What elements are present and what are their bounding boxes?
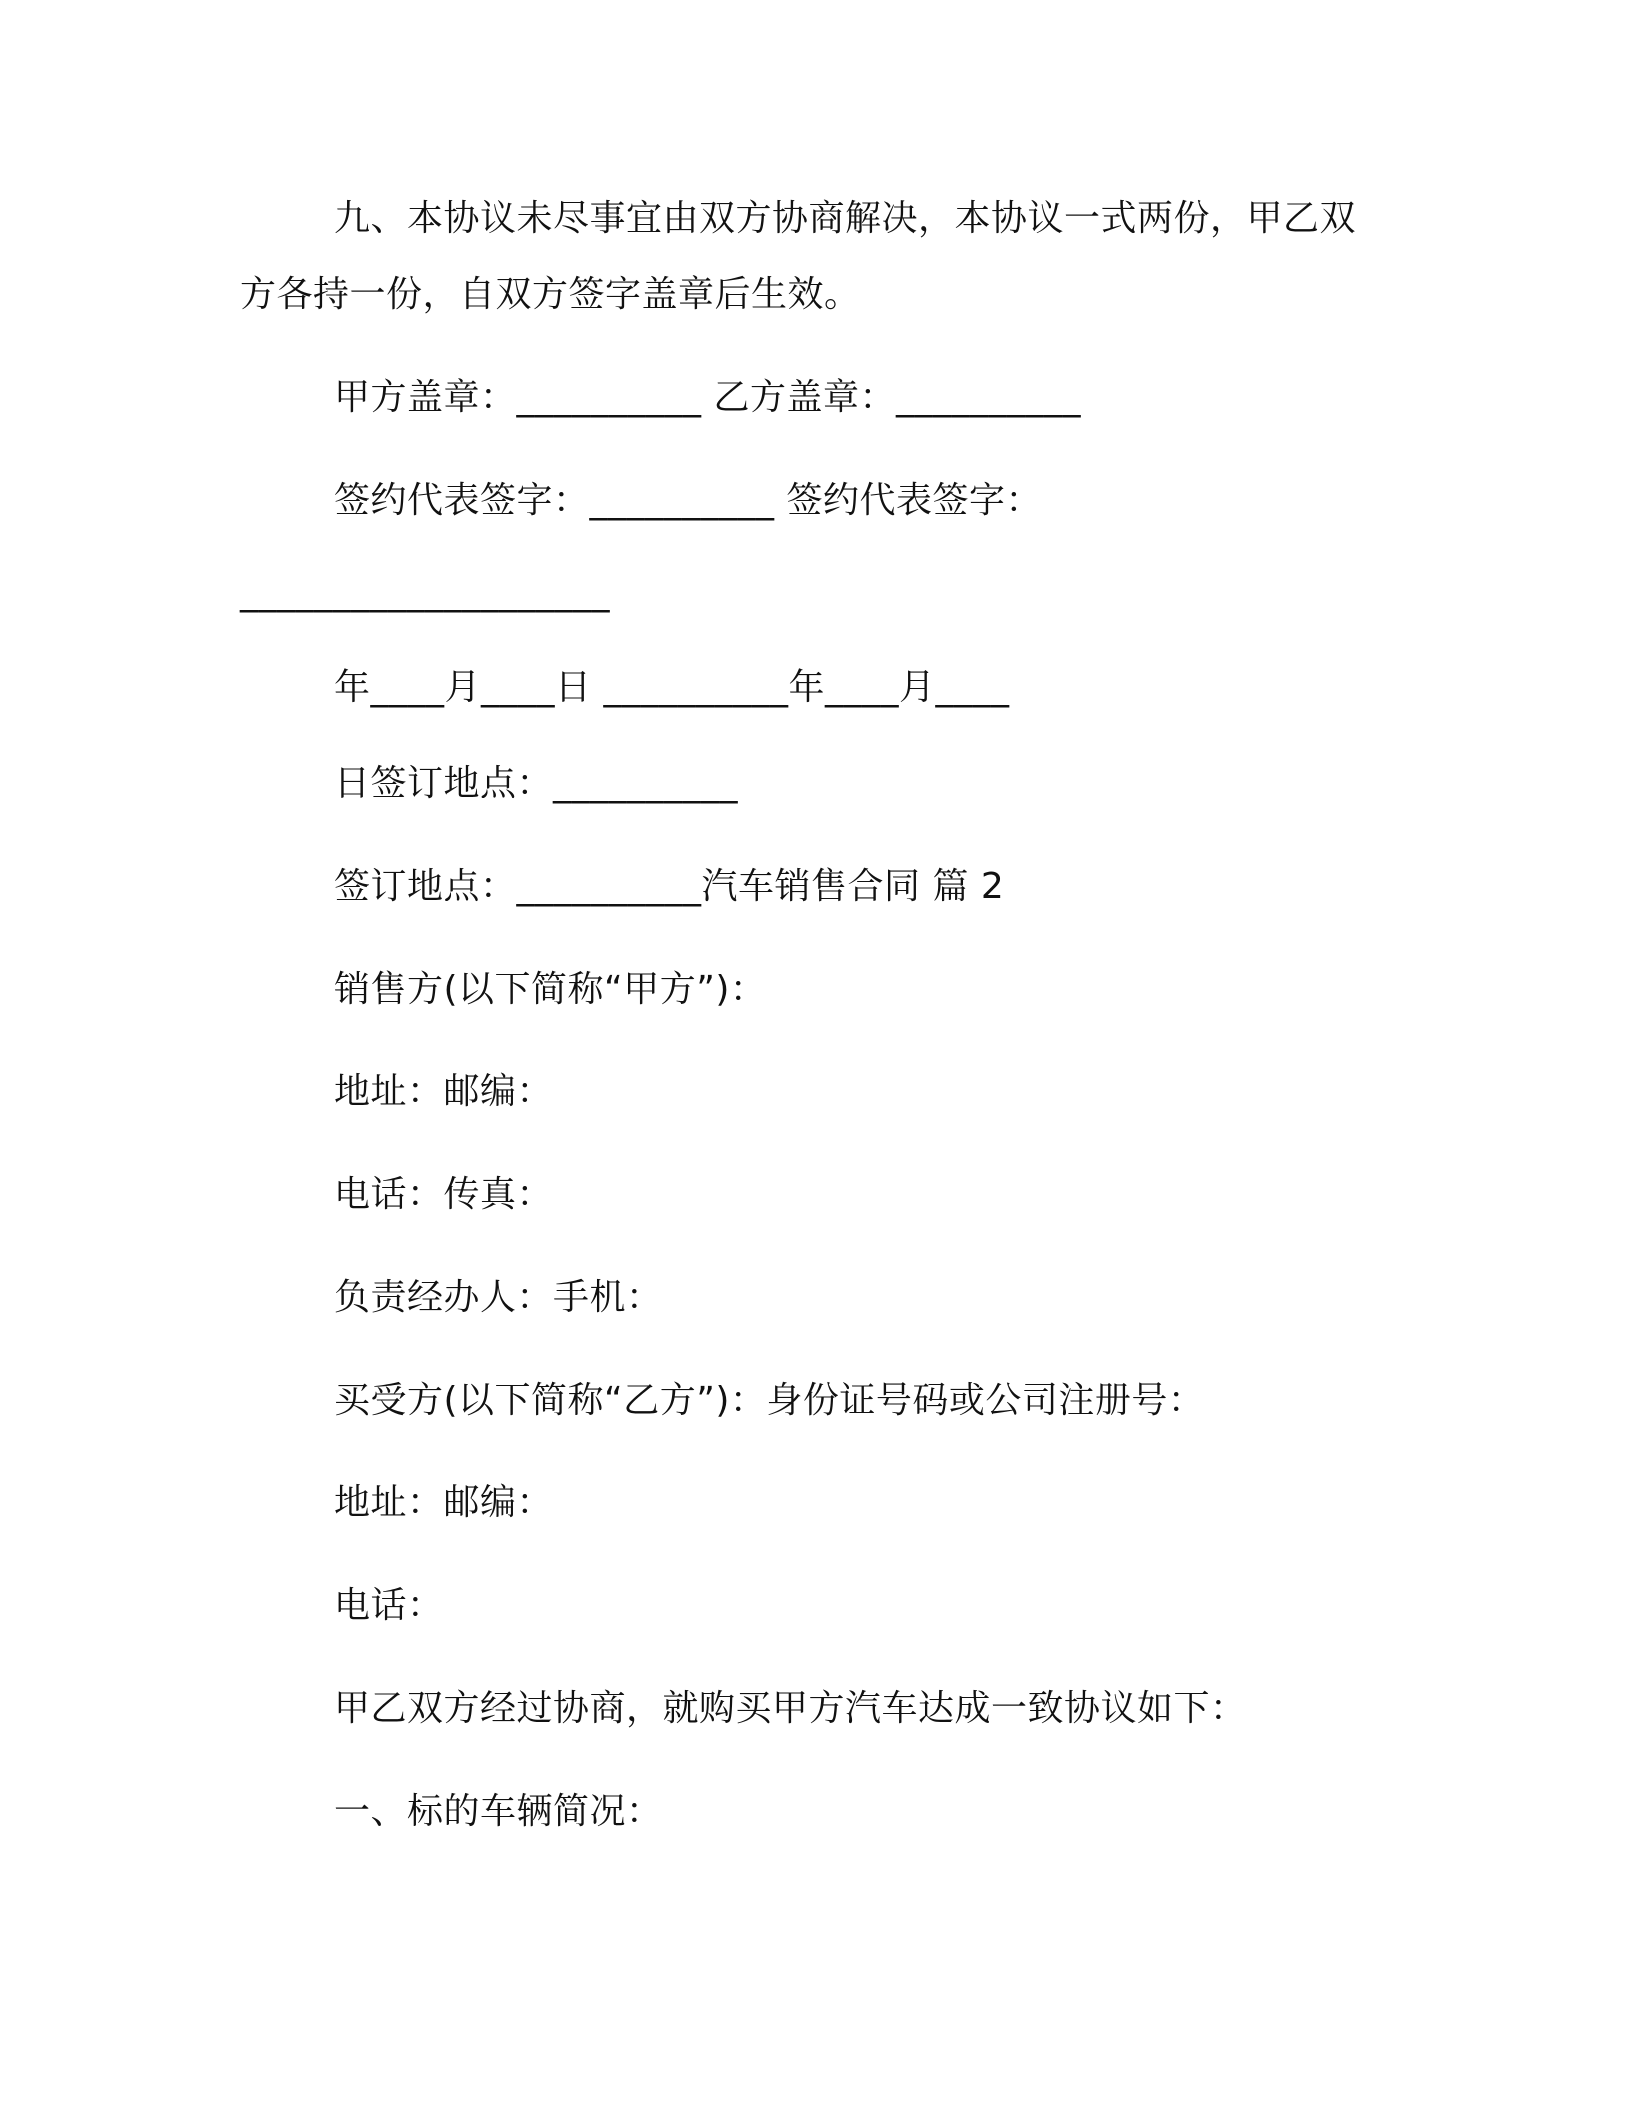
buyer-heading: 买受方(以下简称“乙方”)：身份证号码或公司注册号： — [334, 1380, 1205, 1421]
seller-agent: 负责经办人：手机： — [334, 1277, 663, 1318]
sign-place-line-1: 日签订地点：__________ — [334, 763, 739, 804]
agreement-intro: 甲乙双方经过协商，就购买甲方汽车达成一致协议如下： — [334, 1688, 1247, 1729]
clause-9-line-1: 九、本协议未尽事宜由双方协商解决，本协议一式两份，甲乙双 — [334, 198, 1357, 239]
sign-place-line-2: 签订地点：__________汽车销售合同 篇 2 — [334, 866, 1005, 907]
buyer-address: 地址：邮编： — [334, 1482, 554, 1523]
seller-heading: 销售方(以下简称“甲方”)： — [334, 969, 767, 1010]
section-1-heading: 一、标的车辆简况： — [334, 1791, 663, 1832]
seller-phone: 电话：传真： — [334, 1174, 554, 1215]
clause-9-line-2: 方各持一份，自双方签字盖章后生效。 — [240, 274, 861, 315]
seal-line: 甲方盖章：__________ 乙方盖章：__________ — [334, 377, 1081, 418]
seller-address: 地址：邮编： — [334, 1071, 554, 1112]
signature-line: 签约代表签字：__________ 签约代表签字： — [334, 480, 1042, 521]
signature-blank: ____________________ — [240, 572, 610, 613]
date-line: 年____月____日 __________年____月____ — [334, 667, 1010, 708]
buyer-phone: 电话： — [334, 1585, 444, 1626]
